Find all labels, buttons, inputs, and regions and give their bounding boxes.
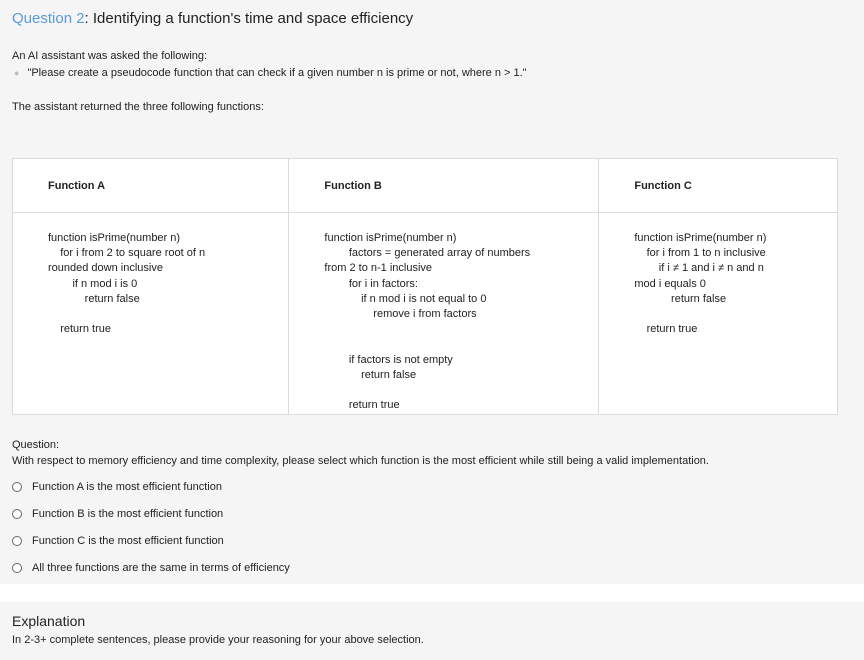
radio-icon[interactable] bbox=[12, 536, 22, 546]
code-function-c bbox=[599, 213, 838, 415]
radio-icon[interactable] bbox=[12, 482, 22, 492]
code-function-b bbox=[289, 213, 599, 415]
option-label: Function A is the most efficient function bbox=[32, 481, 222, 493]
option-label: Function B is the most efficient function bbox=[32, 508, 224, 520]
code-a-text: function isPrime(number n) for i from 2 to square root of n rounded down inclusive if n mod i is 0 return false return true bbox=[48, 232, 206, 336]
explanation-panel bbox=[0, 602, 864, 660]
option-label: All three functions are the same in terms of efficiency bbox=[32, 562, 290, 574]
intro-text: An AI assistant was asked the following: bbox=[12, 50, 208, 62]
returned-text: The assistant returned the three following functions: bbox=[12, 101, 264, 113]
question-text: With respect to memory efficiency and time complexity, please select which function is the most efficient while still being a valid implementation. bbox=[12, 455, 709, 467]
explanation-title: Explanation bbox=[12, 613, 86, 629]
code-b-text: function isPrime(number n) factors = generated array of numbers from 2 to n-1 inclusive for i in factors: if n mod i is not equal to 0 remove i from factors if factors is not empty return false return true bbox=[324, 232, 531, 412]
functions-table bbox=[12, 158, 838, 415]
header-function-c: Function C bbox=[599, 159, 838, 213]
bullet-icon: ● bbox=[14, 68, 20, 78]
option-c[interactable] bbox=[12, 535, 224, 547]
table-row bbox=[13, 213, 838, 415]
code-function-a bbox=[13, 213, 289, 415]
header-function-a: Function A bbox=[13, 159, 289, 213]
question-title: : Identifying a function's time and space efficiency bbox=[84, 10, 414, 27]
table-header-row bbox=[13, 159, 838, 213]
question-number: Question 2 bbox=[12, 10, 85, 27]
prompt-bullet bbox=[14, 67, 527, 79]
page-title bbox=[12, 10, 413, 27]
option-all-same[interactable] bbox=[12, 562, 290, 574]
option-b[interactable] bbox=[12, 508, 223, 520]
prompt-quote: "Please create a pseudocode function that can check if a given number n is prime or not, where n > 1." bbox=[27, 67, 527, 79]
explanation-prompt: In 2-3+ complete sentences, please provide your reasoning for your above selection. bbox=[12, 634, 424, 646]
radio-icon[interactable] bbox=[12, 509, 22, 519]
option-a[interactable] bbox=[12, 481, 222, 493]
header-function-b: Function B bbox=[289, 159, 599, 213]
code-c-text: function isPrime(number n) for i from 1 to n inclusive if i ≠ 1 and i ≠ n and n mod i equals 0 return false return true bbox=[634, 232, 767, 336]
option-label: Function C is the most efficient function bbox=[32, 535, 224, 547]
radio-icon[interactable] bbox=[12, 563, 22, 573]
question-label: Question: bbox=[12, 439, 60, 451]
